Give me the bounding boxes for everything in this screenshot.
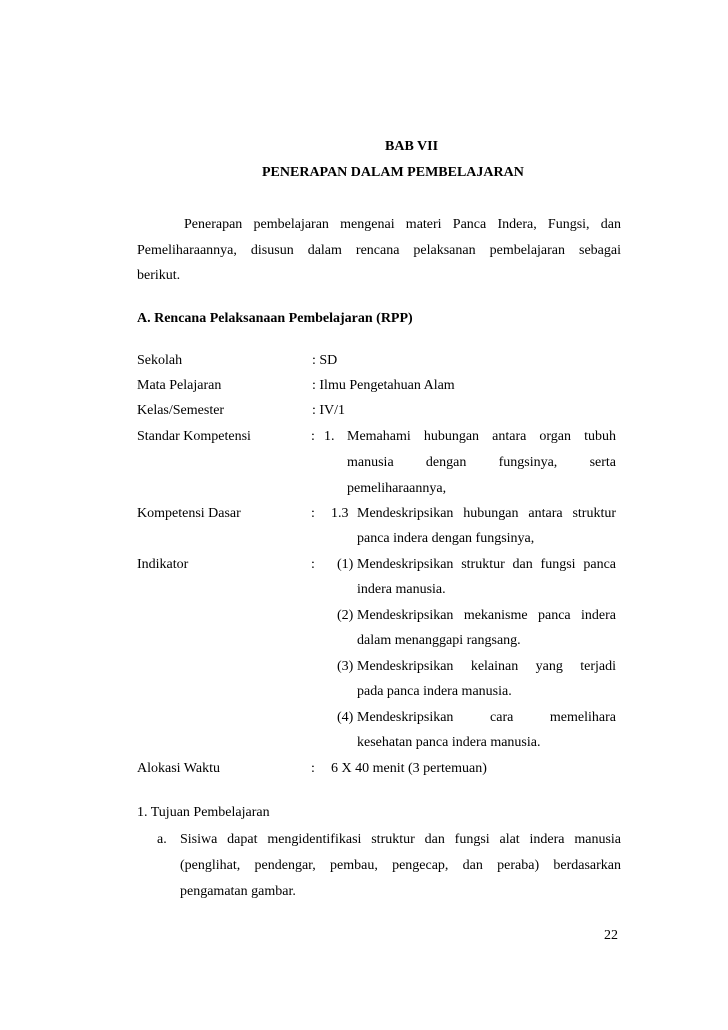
indikator-label: Indikator: [137, 557, 189, 572]
intro-line-1: Penerapan pembelajaran mengenai materi Panca Indera, Fungsi, dan: [184, 217, 621, 232]
mapel-value: : Ilmu Pengetahuan Alam: [312, 378, 455, 393]
tujuan-heading: 1. Tujuan Pembelajaran: [137, 805, 270, 820]
alokasi-value: 6 X 40 menit (3 pertemuan): [331, 761, 487, 776]
tujuan-item-line-3: pengamatan gambar.: [180, 884, 296, 899]
indikator-colon: :: [311, 557, 315, 572]
chapter-title: PENERAPAN DALAM PEMBELAJARAN: [262, 165, 524, 180]
kd-number: 1.3: [331, 506, 349, 521]
kelas-label: Kelas/Semester: [137, 403, 225, 418]
indicator-number: (4): [337, 710, 354, 725]
tujuan-item-line-1: Sisiwa dapat mengidentifikasi struktur dan fungsi alat indera manusia: [180, 832, 621, 847]
sk-number: 1.: [324, 429, 335, 444]
indicator-line-2: dalam menanggapi rangsang.: [357, 633, 521, 648]
indicator-line-1: Mendeskripsikan kelainan yang terjadi: [357, 659, 616, 674]
indicator-line-2: pada panca indera manusia.: [357, 684, 512, 699]
alokasi-colon: :: [311, 761, 315, 776]
kd-label: Kompetensi Dasar: [137, 506, 241, 521]
intro-line-3: berikut.: [137, 268, 181, 283]
sk-line-1: Memahami hubungan antara organ tubuh: [347, 429, 616, 444]
indicator-line-1: Mendeskripsikan mekanisme panca indera: [357, 608, 616, 623]
indicator-number: (1): [337, 557, 354, 572]
kd-colon: :: [311, 506, 315, 521]
kd-line-1: Mendeskripsikan hubungan antara struktur: [357, 506, 616, 521]
indicator-number: (2): [337, 608, 354, 623]
sk-colon: :: [311, 429, 315, 444]
indicator-line-2: indera manusia.: [357, 582, 446, 597]
alokasi-label: Alokasi Waktu: [137, 761, 220, 776]
kelas-value: : IV/1: [312, 403, 346, 418]
chapter-number: BAB VII: [385, 139, 439, 154]
tujuan-item-line-2: (penglihat, pendengar, pembau, pengecap, dan peraba) berdasarkan: [180, 858, 621, 873]
indicator-number: (3): [337, 659, 354, 674]
mapel-label: Mata Pelajaran: [137, 378, 222, 393]
indicator-line-1: Mendeskripsikan struktur dan fungsi panca: [357, 557, 616, 572]
sekolah-value: : SD: [312, 353, 338, 368]
sk-line-2: manusia dengan fungsinya, serta: [347, 455, 616, 470]
sk-label: Standar Kompetensi: [137, 429, 251, 444]
kd-line-2: panca indera dengan fungsinya,: [357, 531, 535, 546]
intro-line-2: Pemeliharaannya, disusun dalam rencana pelaksanan pembelajaran sebagai: [137, 243, 621, 258]
indicator-line-2: kesehatan panca indera manusia.: [357, 735, 541, 750]
sekolah-label: Sekolah: [137, 353, 183, 368]
page-number: 22: [604, 928, 618, 943]
sk-line-3: pemeliharaannya,: [347, 481, 447, 496]
section-a-heading: A. Rencana Pelaksanaan Pembelajaran (RPP): [137, 311, 413, 326]
indicator-line-1: Mendeskripsikan cara memelihara: [357, 710, 616, 725]
tujuan-item-letter: a.: [157, 832, 167, 847]
